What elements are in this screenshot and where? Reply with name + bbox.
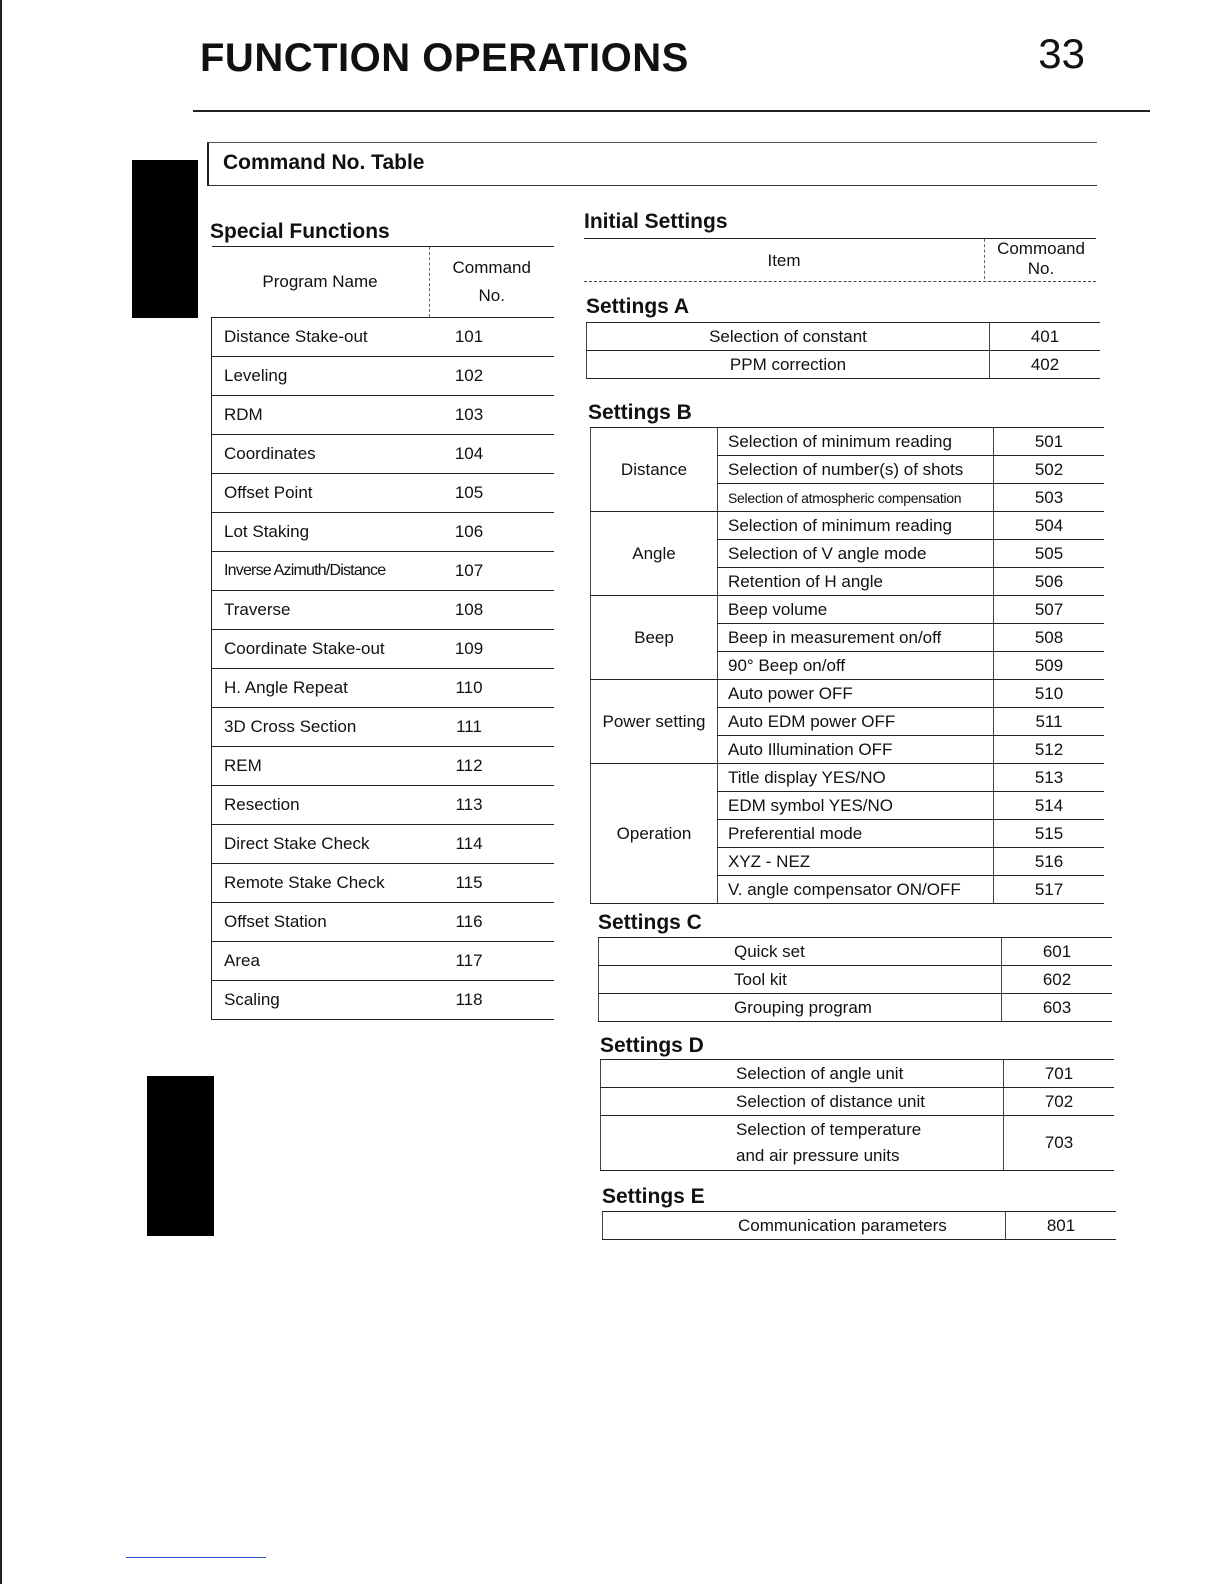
command-no-cell: 116 [429,903,554,942]
page-title: FUNCTION OPERATIONS [200,36,689,80]
settings-a-heading: Settings A [586,295,690,318]
setting-item-cell: Selection of minimum reading [718,428,994,456]
thumb-tab-marker-bottom [147,1076,214,1236]
table-row [212,786,555,825]
command-no-cell: 517 [994,876,1105,904]
table-row [212,903,555,942]
setting-item-cell: Selection of distance unit [601,1088,1004,1116]
initial-settings-heading: Initial Settings [584,210,728,233]
setting-group-cell: Distance [591,428,718,512]
table-row [212,942,555,981]
table-row [212,318,555,357]
settings-c-table [598,937,1112,1022]
table-row [591,764,1105,792]
command-no-cell: 118 [429,981,554,1020]
table-row [212,708,555,747]
table-row [212,435,555,474]
table-row [601,1116,1115,1171]
command-no-cell: 510 [994,680,1105,708]
command-no-cell: 703 [1004,1116,1115,1171]
table-row [591,428,1105,456]
setting-item-cell: V. angle compensator ON/OFF [718,876,994,904]
setting-item-cell: Selection of angle unit [601,1060,1004,1088]
settings-a-table-wrap [586,322,1100,379]
program-name-cell: Resection [212,786,430,825]
program-name-cell: Lot Staking [212,513,430,552]
command-no-cell: 506 [994,568,1105,596]
table-row [212,552,555,591]
table-row [212,747,555,786]
col-command-no [429,247,554,318]
command-no-cell: 502 [994,456,1105,484]
command-no-cell: 104 [429,435,554,474]
command-no-cell: 801 [1006,1212,1117,1240]
setting-item-cell: Selection of number(s) of shots [718,456,994,484]
banner-label: Command No. Table [223,151,425,174]
table-row [601,1060,1115,1088]
page-number: 33 [1038,30,1085,77]
table-row [603,1212,1117,1240]
settings-c-heading: Settings C [598,911,702,934]
program-name-cell: Direct Stake Check [212,825,430,864]
settings-c-rows [599,938,1113,1022]
setting-group-cell: Power setting [591,680,718,764]
command-no-cell: 509 [994,652,1105,680]
settings-d-table-wrap [600,1059,1114,1171]
setting-item-cell: Tool kit [599,966,1002,994]
command-no-cell: 507 [994,596,1105,624]
setting-item-cell: Quick set [599,938,1002,966]
table-row [212,825,555,864]
command-no-cell: 514 [994,792,1105,820]
title-divider [193,110,1150,112]
setting-item-cell: EDM symbol YES/NO [718,792,994,820]
settings-d-table [600,1059,1114,1171]
special-functions-heading: Special Functions [210,220,390,243]
command-no-cell: 111 [429,708,554,747]
program-name-cell: Remote Stake Check [212,864,430,903]
command-no-cell: 401 [990,323,1101,351]
setting-group-cell: Operation [591,764,718,904]
program-name-cell: RDM [212,396,430,435]
settings-c-table-wrap [598,937,1112,1022]
special-functions-table [211,246,554,1020]
settings-b-rows [591,428,1105,904]
command-no-cell: 508 [994,624,1105,652]
settings-e-table-wrap [602,1211,1116,1240]
setting-item-cell [601,1116,1004,1171]
setting-item-cell: Communication parameters [603,1212,1006,1240]
settings-b-table [590,427,1104,904]
settings-e-rows [603,1212,1117,1240]
setting-item-cell: XYZ - NEZ [718,848,994,876]
table-row [212,513,555,552]
table-row [601,1088,1115,1116]
command-no-cell: 601 [1002,938,1113,966]
program-name-cell: REM [212,747,430,786]
command-no-cell: 503 [994,484,1105,512]
table-row [212,591,555,630]
footer-link-rule [126,1557,266,1558]
program-name-cell: Offset Point [212,474,430,513]
setting-item-cell: Beep volume [718,596,994,624]
col-program-name: Program Name [212,247,430,318]
command-no-cell: 501 [994,428,1105,456]
command-no-cell: 103 [429,396,554,435]
settings-a-table [586,322,1100,379]
table-row [591,596,1105,624]
table-row [599,966,1113,994]
command-no-cell: 117 [429,942,554,981]
setting-item-cell: Beep in measurement on/off [718,624,994,652]
table-row [212,396,555,435]
command-no-cell: 113 [429,786,554,825]
settings-e-table [602,1211,1116,1240]
command-no-cell: 505 [994,540,1105,568]
col-item: Item [767,251,801,270]
command-no-cell: 602 [1002,966,1113,994]
settings-e-heading: Settings E [602,1185,705,1208]
program-name-cell: Coordinates [212,435,430,474]
program-name-cell: Scaling [212,981,430,1020]
program-name-cell: 3D Cross Section [212,708,430,747]
setting-item-cell: Selection of constant [587,323,990,351]
command-no-cell: 504 [994,512,1105,540]
section-banner [207,142,1097,186]
col-command-line1: Commoand [997,239,1085,258]
col-command-line2: No. [1027,259,1055,278]
table-row [212,864,555,903]
command-no-cell: 402 [990,351,1101,379]
table-row [212,630,555,669]
table-row [591,680,1105,708]
command-no-cell: 109 [429,630,554,669]
col-command-no [984,239,1097,279]
setting-item-cell: Preferential mode [718,820,994,848]
command-no-cell: 101 [429,318,554,357]
settings-d-rows [601,1060,1115,1171]
settings-a-rows [587,323,1101,379]
command-no-cell: 515 [994,820,1105,848]
command-no-cell: 102 [429,357,554,396]
col-command-line1: Command [452,258,531,277]
command-no-cell: 106 [429,513,554,552]
program-name-cell: Distance Stake-out [212,318,430,357]
setting-item-cell: 90° Beep on/off [718,652,994,680]
setting-item-cell: Auto power OFF [718,680,994,708]
command-no-cell: 702 [1004,1088,1115,1116]
table-row [599,938,1113,966]
table-row [212,474,555,513]
command-no-cell: 110 [429,669,554,708]
settings-d-heading: Settings D [600,1034,704,1057]
setting-item-cell: Title display YES/NO [718,764,994,792]
command-no-cell: 512 [994,736,1105,764]
command-no-cell: 112 [429,747,554,786]
setting-item-line: Selection of temperature [736,1120,922,1139]
setting-group-cell: Beep [591,596,718,680]
table-row [212,357,555,396]
setting-item-cell: Auto Illumination OFF [718,736,994,764]
command-no-cell: 603 [1002,994,1113,1022]
initial-settings-header [584,238,1096,282]
col-command-line2: No. [478,286,505,305]
setting-item-cell: PPM correction [587,351,990,379]
command-no-cell: 114 [429,825,554,864]
page-edge-rule [0,0,2,1584]
table-row [212,669,555,708]
command-no-cell: 105 [429,474,554,513]
setting-item-cell: Grouping program [599,994,1002,1022]
program-name-cell: Traverse [212,591,430,630]
program-name-cell: Offset Station [212,903,430,942]
setting-item-line: and air pressure units [736,1146,900,1165]
program-name-cell: Leveling [212,357,430,396]
table-row [599,994,1113,1022]
setting-group-cell: Angle [591,512,718,596]
setting-item-cell: Selection of V angle mode [718,540,994,568]
program-name-cell: Inverse Azimuth/Distance [212,552,430,591]
settings-b-table-wrap [590,427,1104,904]
settings-b-heading: Settings B [588,401,692,424]
command-no-cell: 115 [429,864,554,903]
setting-item-cell: Retention of H angle [718,568,994,596]
setting-item-cell: Selection of minimum reading [718,512,994,540]
thumb-tab-marker-top [132,160,198,318]
special-functions-rows [212,318,555,1020]
command-no-cell: 701 [1004,1060,1115,1088]
program-name-cell: Area [212,942,430,981]
command-no-cell: 108 [429,591,554,630]
program-name-cell: Coordinate Stake-out [212,630,430,669]
command-no-cell: 511 [994,708,1105,736]
command-no-cell: 516 [994,848,1105,876]
program-name-cell: H. Angle Repeat [212,669,430,708]
table-row [587,323,1101,351]
table-row [212,981,555,1020]
table-row [591,512,1105,540]
setting-item-cell: Auto EDM power OFF [718,708,994,736]
table-row [587,351,1101,379]
command-no-cell: 513 [994,764,1105,792]
command-no-cell: 107 [429,552,554,591]
setting-item-cell: Selection of atmospheric compensation [718,484,994,512]
